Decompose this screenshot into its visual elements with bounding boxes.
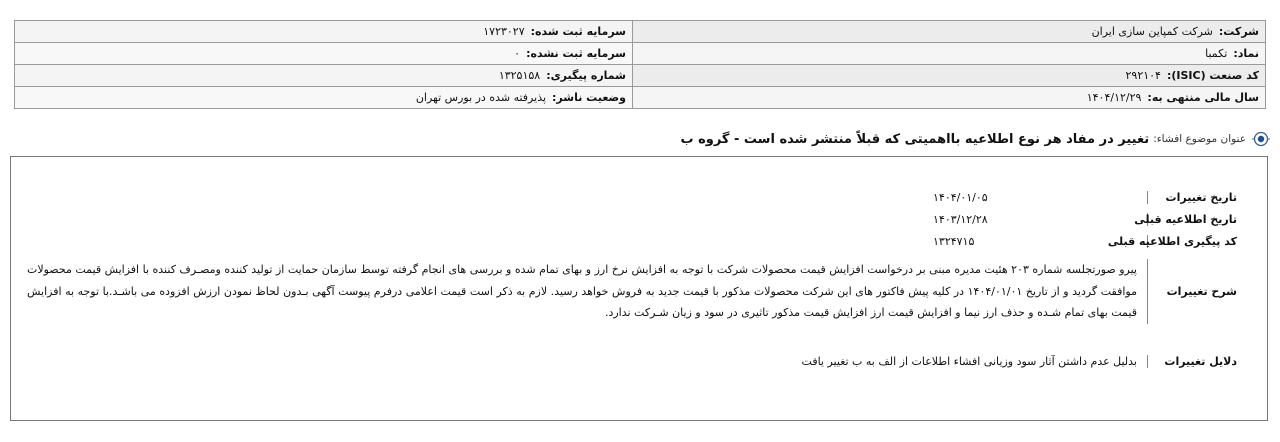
company-value: شرکت کمپاین سازی ایران [1091,25,1213,38]
disclosure-subject [680,128,1270,150]
description-text: پیرو صورتجلسه شماره ۲۰۳ هئیت مدیره مبنی بر درخواست افزایش قیمت محصولات شرکت با توجه به افزایش نرخ ارز و بهای تمام شده و بررسی های انجام گرفته توسط سازمان حمایت از تولید کننده ومصـرف کننده با افزایش قیمت محصولات موافقت گردید و از تاریخ ۱۴۰۴/۰۱/۰۱ در کلیه پیش فاکتور های این شرکت محصولات مذکور با قیمت جدید به فروش خواهد رسید. لازم به ذکر است قیمت اعلامی درفرم پیوست آگهی بـدون لحاظ نمودن ارزش افزوده می باشـد.با توجه به افزایش قیمت بهای تمام شـده و حذف ارز نیما و افزایش قیمت ارز افزایش قیمت مذکور تاثیری در سود و زیان شـرکت ندارد. [27,263,1137,319]
registered-capital-label: سرمایه ثبت شده: [530,25,626,38]
prev-date-value: ۱۴۰۳/۱۲/۲۸ [933,213,988,226]
info-row [15,87,1266,109]
reasons-text: بدلیل عدم داشتن آثار سود وزیانی افشاء اطلاعات از الف به ب تغییر یافت [801,355,1137,368]
publisher-status-cell [15,87,633,109]
tracking-number-value: ۱۳۲۵۱۵۸ [498,69,541,82]
prev-tracking-row [933,235,1251,248]
tracking-number-label: شماره پیگیری: [546,69,626,82]
symbol-label: نماد: [1233,47,1259,60]
prev-date-label: تاریخ اطلاعیه قبلی [1147,213,1251,226]
registered-capital-value: ۱۷۲۳۰۲۷ [483,25,525,38]
prev-tracking-label: کد پیگیری اطلاعیه قبلی [1147,235,1251,248]
info-row [15,43,1266,65]
reasons-label: دلایل تغییرات [1147,355,1251,368]
target-bullet-icon [1252,130,1270,148]
publisher-status-label: وضعیت ناشر: [552,91,626,104]
registered-capital-cell [15,21,633,43]
unregistered-capital-value: ۰ [514,47,521,60]
fiscal-year-cell [633,87,1266,109]
company-name-cell [633,21,1266,43]
company-label: شرکت: [1218,25,1259,38]
info-row [15,65,1266,87]
subject-label: عنوان موضوع افشاء: [1153,133,1246,145]
details-panel [10,156,1268,421]
isic-label: کد صنعت (ISIC): [1166,69,1259,82]
reasons-row [802,355,1251,368]
fiscal-year-label: سال مالی منتهی به: [1147,91,1259,104]
subject-title: تغییر در مفاد هر نوع اطلاعیه بااهمیتی که قبلاً منتشر شده است - گروه ب [680,131,1150,147]
prev-tracking-value: ۱۳۲۴۷۱۵ [933,235,975,248]
description-label: شرح تغییرات [1147,259,1251,324]
isic-value: ۲۹۲۱۰۴ [1125,69,1161,82]
change-date-value: ۱۴۰۴/۰۱/۰۵ [933,191,988,204]
publisher-status-value: پذیرفته شده در بورس تهران [415,91,547,104]
isic-cell [633,65,1266,87]
change-date-row [933,191,1251,204]
unregistered-capital-label: سرمایه ثبت نشده: [526,47,626,60]
unregistered-capital-cell [15,43,633,65]
change-date-label: تاریخ تغییرات [1147,191,1251,204]
prev-date-row [933,213,1251,226]
description-row [27,259,1251,324]
symbol-cell [633,43,1266,65]
company-info-table [14,20,1266,109]
info-row [15,21,1266,43]
tracking-number-cell [15,65,633,87]
symbol-value: تکمبا [1205,47,1228,60]
fiscal-year-value: ۱۴۰۴/۱۲/۲۹ [1086,91,1142,104]
